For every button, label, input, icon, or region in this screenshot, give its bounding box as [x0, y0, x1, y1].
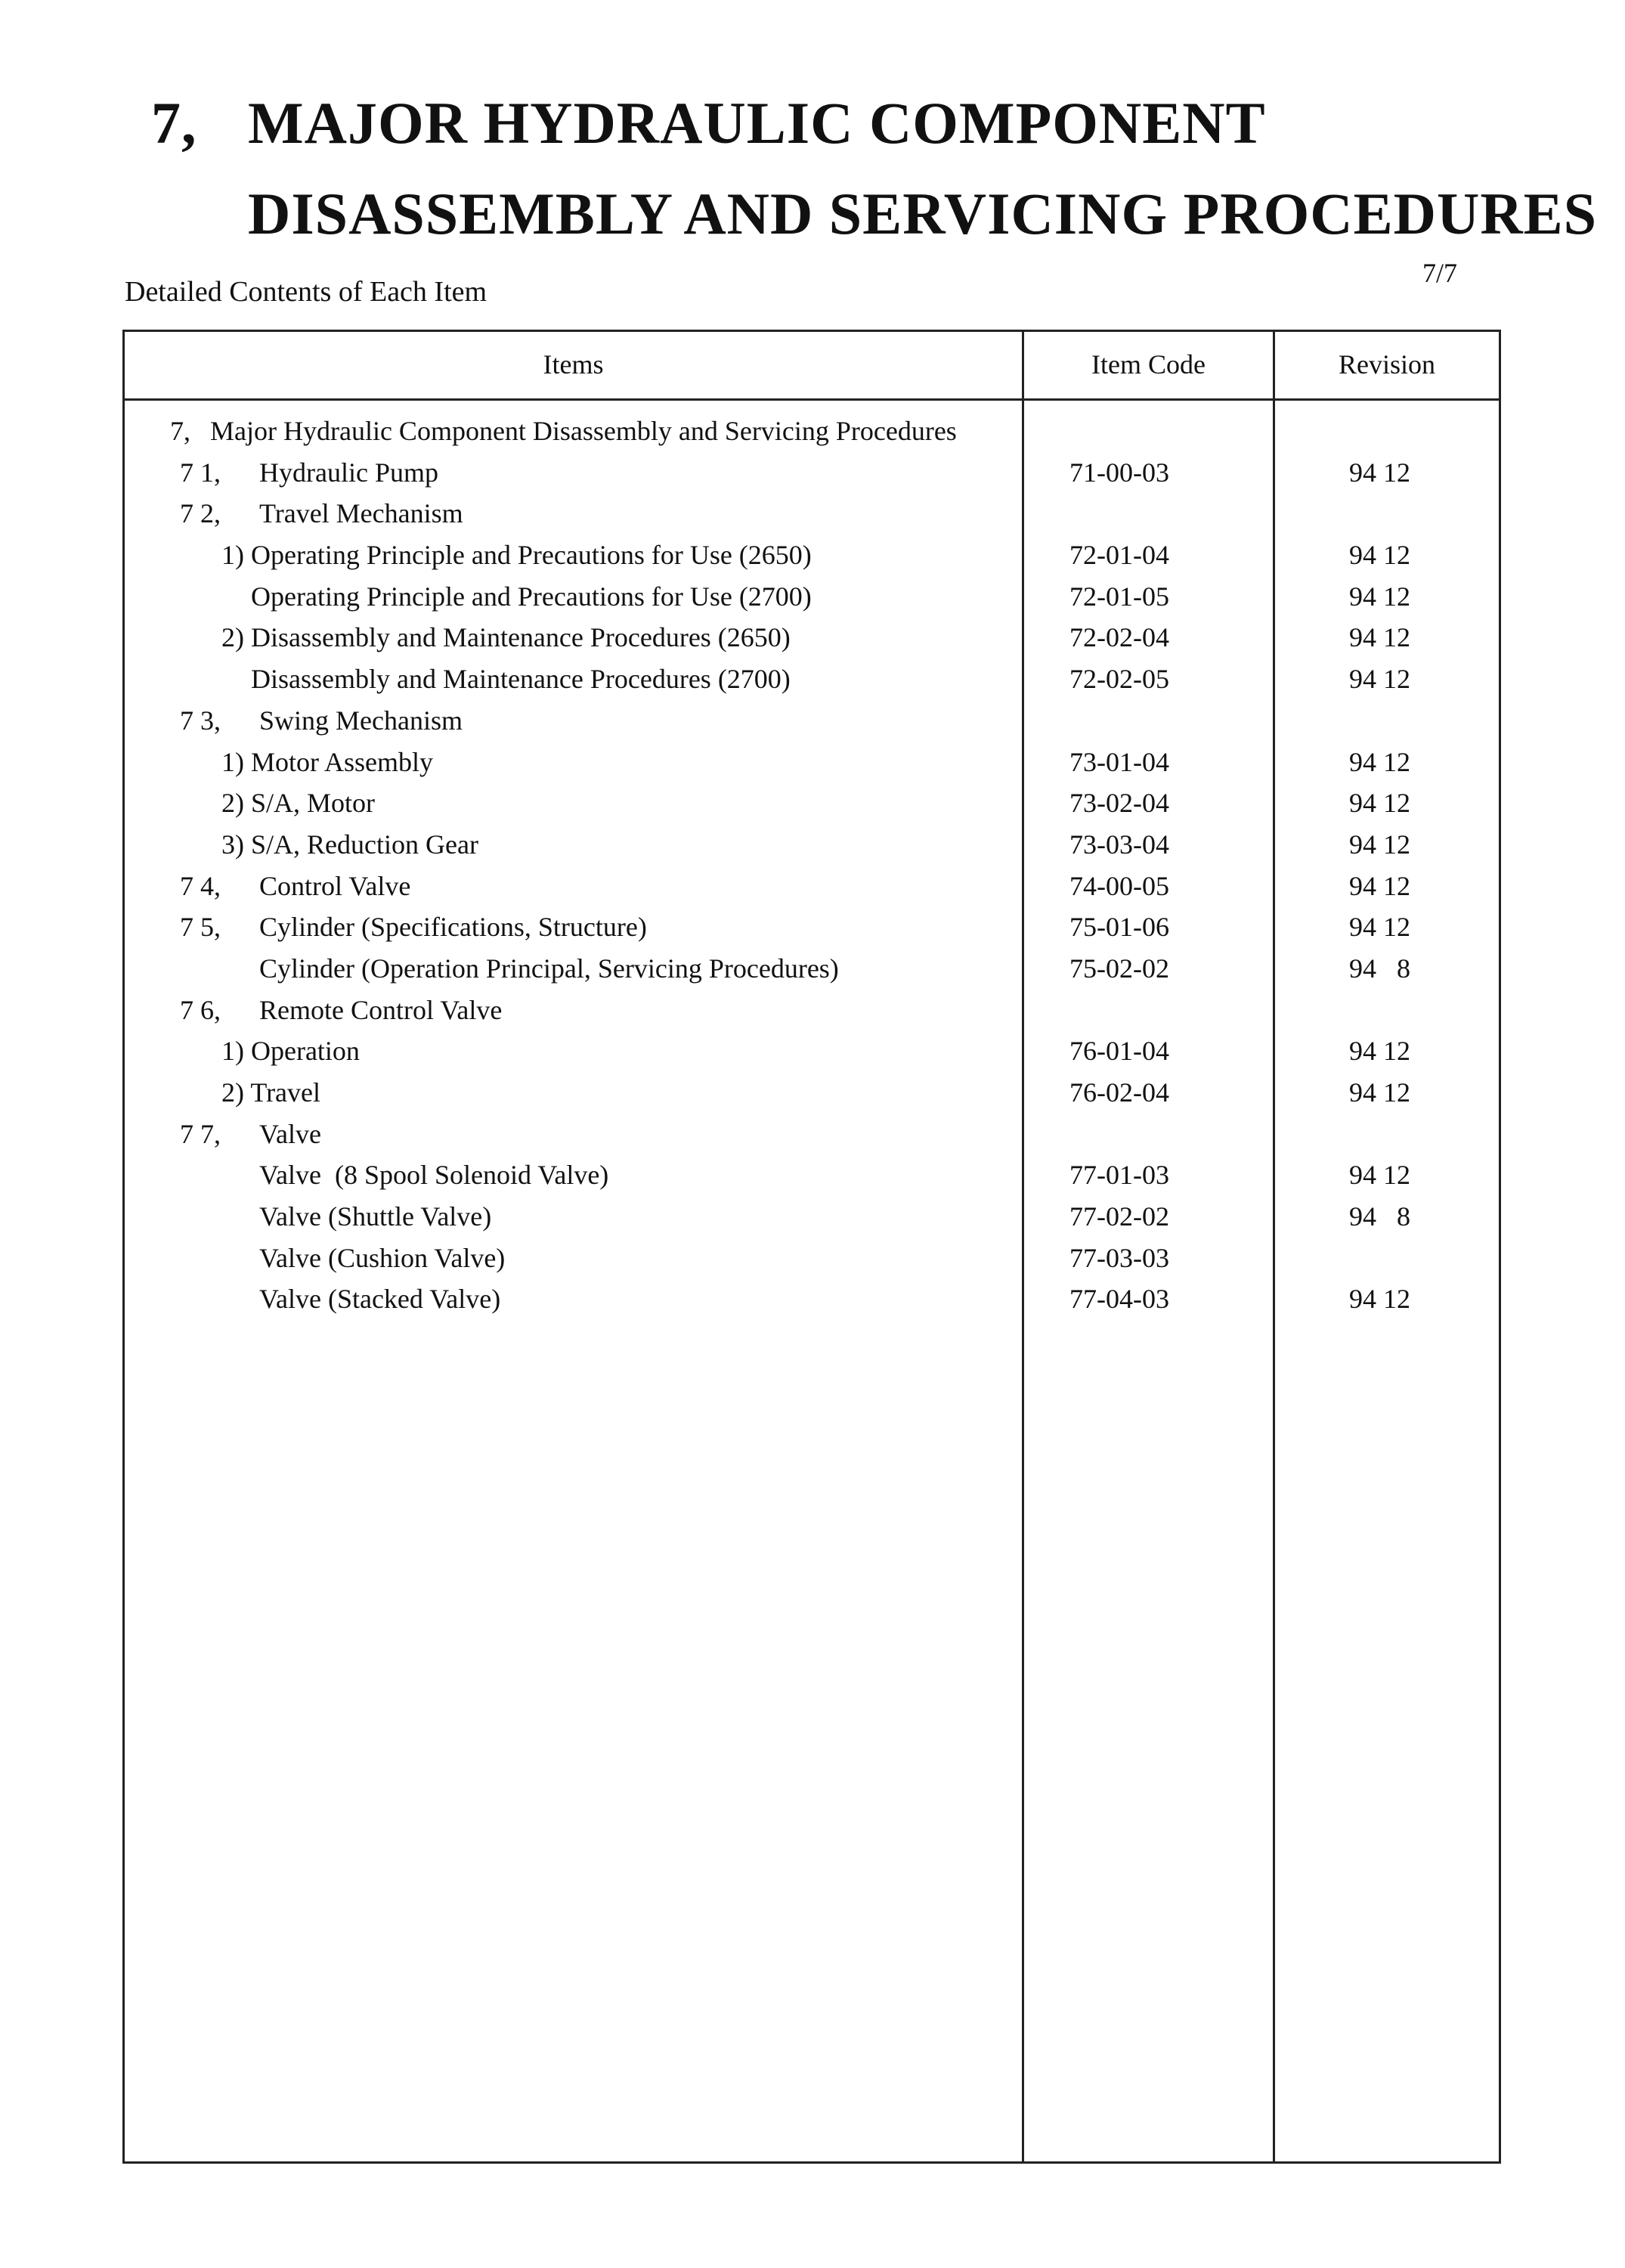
cell-code: 76-02-04	[1069, 1077, 1169, 1108]
cell-code: 77-03-03	[1069, 1242, 1169, 1273]
cell-name: Cylinder (Specifications, Structure)	[259, 912, 647, 943]
table-row	[125, 1201, 1499, 1242]
cell-rev: 94 12	[1349, 788, 1410, 819]
cell-rev: 94 12	[1349, 912, 1410, 943]
cell-sec: 7 7,	[180, 1118, 221, 1149]
table-row	[125, 1035, 1499, 1077]
cell-sec: 7 5,	[180, 912, 221, 943]
column-header-revision: Revision	[1338, 349, 1435, 380]
cell-code: 75-02-02	[1069, 953, 1169, 984]
cell-name: Remote Control Valve	[259, 994, 503, 1025]
cell-rev: 94 12	[1349, 1077, 1410, 1108]
cell-name: Major Hydraulic Component Disassembly and Servicing Procedures	[210, 416, 957, 446]
table-row	[125, 911, 1499, 953]
table-row	[125, 663, 1499, 705]
cell-code: 71-00-03	[1069, 457, 1169, 488]
cell-code: 74-00-05	[1069, 870, 1169, 901]
cell-rev: 94 12	[1349, 664, 1410, 695]
cell-rev: 94 8	[1349, 953, 1410, 984]
cell-name: 2) S/A, Motor	[221, 788, 376, 819]
cell-sec: 7 1,	[180, 457, 221, 488]
cell-code: 72-02-04	[1069, 622, 1169, 653]
cell-name: Travel Mechanism	[259, 498, 463, 529]
cell-rev: 94 12	[1349, 1036, 1410, 1067]
table-row	[125, 1283, 1499, 1325]
cell-rev: 94 12	[1349, 1160, 1410, 1191]
table-row	[125, 1118, 1499, 1160]
cell-sec: 7,	[170, 416, 190, 446]
table-row	[125, 746, 1499, 788]
cell-name: 1) Motor Assembly	[221, 746, 434, 777]
cell-rev: 94 12	[1349, 457, 1410, 488]
cell-code: 73-03-04	[1069, 829, 1169, 860]
subtitle: Detailed Contents of Each Item	[125, 276, 488, 308]
cell-rev: 94 8	[1349, 1201, 1410, 1232]
page-title-line1: MAJOR HYDRAULIC COMPONENT	[248, 90, 1266, 156]
cell-code: 77-04-03	[1069, 1284, 1169, 1315]
cell-rev: 94 12	[1349, 581, 1410, 612]
cell-name: Control Valve	[259, 870, 411, 901]
cell-code: 72-02-05	[1069, 664, 1169, 695]
cell-name: Valve	[259, 1118, 321, 1149]
table-row	[125, 621, 1499, 663]
contents-table	[122, 330, 1501, 2164]
cell-name: Valve (Cushion Valve)	[259, 1242, 506, 1273]
cell-name: Valve (Shuttle Valve)	[259, 1201, 492, 1232]
table-row	[125, 829, 1499, 870]
table-body	[125, 415, 1499, 1325]
table-row	[125, 994, 1499, 1036]
cell-rev: 94 12	[1349, 1284, 1410, 1315]
cell-name: 1) Operating Principle and Precautions for Use (2650)	[221, 540, 812, 571]
table-row	[125, 870, 1499, 912]
cell-sec: 7 3,	[180, 705, 221, 736]
column-header-item-code: Item Code	[1091, 349, 1206, 380]
cell-code: 72-01-05	[1069, 581, 1169, 612]
cell-sec: 7 2,	[180, 498, 221, 529]
table-row	[125, 953, 1499, 994]
cell-rev: 94 12	[1349, 870, 1410, 901]
cell-name: 2) Travel	[221, 1077, 321, 1108]
cell-rev: 94 12	[1349, 746, 1410, 777]
table-row	[125, 539, 1499, 581]
cell-rev: 94 12	[1349, 829, 1410, 860]
table-row	[125, 457, 1499, 498]
cell-name: Operating Principle and Precautions for Use (2700)	[251, 581, 812, 612]
cell-code: 73-01-04	[1069, 746, 1169, 777]
cell-name: 1) Operation	[221, 1036, 360, 1067]
cell-code: 72-01-04	[1069, 540, 1169, 571]
cell-name: Valve (Stacked Valve)	[259, 1284, 501, 1315]
cell-code: 76-01-04	[1069, 1036, 1169, 1067]
cell-code: 77-01-03	[1069, 1160, 1169, 1191]
cell-name: Disassembly and Maintenance Procedures (2700)	[251, 664, 791, 695]
table-row	[125, 1242, 1499, 1284]
header-divider	[125, 398, 1499, 401]
cell-name: 2) Disassembly and Maintenance Procedures (2650)	[221, 622, 791, 653]
column-header-items: Items	[543, 349, 604, 380]
page-number: 7/7	[1422, 258, 1458, 288]
table-row	[125, 497, 1499, 539]
cell-sec: 7 4,	[180, 870, 221, 901]
cell-rev: 94 12	[1349, 622, 1410, 653]
table-row	[125, 1159, 1499, 1201]
table-row	[125, 581, 1499, 622]
chapter-number: 7,	[151, 90, 197, 156]
cell-name: Cylinder (Operation Principal, Servicing Procedures)	[259, 953, 839, 984]
cell-name: Valve (8 Spool Solenoid Valve)	[259, 1160, 609, 1191]
cell-name: Hydraulic Pump	[259, 457, 438, 488]
table-row	[125, 415, 1499, 457]
cell-code: 75-01-06	[1069, 912, 1169, 943]
table-row	[125, 787, 1499, 829]
table-row	[125, 705, 1499, 746]
cell-code: 77-02-02	[1069, 1201, 1169, 1232]
cell-code: 73-02-04	[1069, 788, 1169, 819]
cell-sec: 7 6,	[180, 994, 221, 1025]
page-title-line2: DISASSEMBLY AND SERVICING PROCEDURES	[248, 181, 1598, 246]
cell-name: Swing Mechanism	[259, 705, 463, 736]
cell-rev: 94 12	[1349, 540, 1410, 571]
cell-name: 3) S/A, Reduction Gear	[221, 829, 478, 860]
table-row	[125, 1077, 1499, 1118]
